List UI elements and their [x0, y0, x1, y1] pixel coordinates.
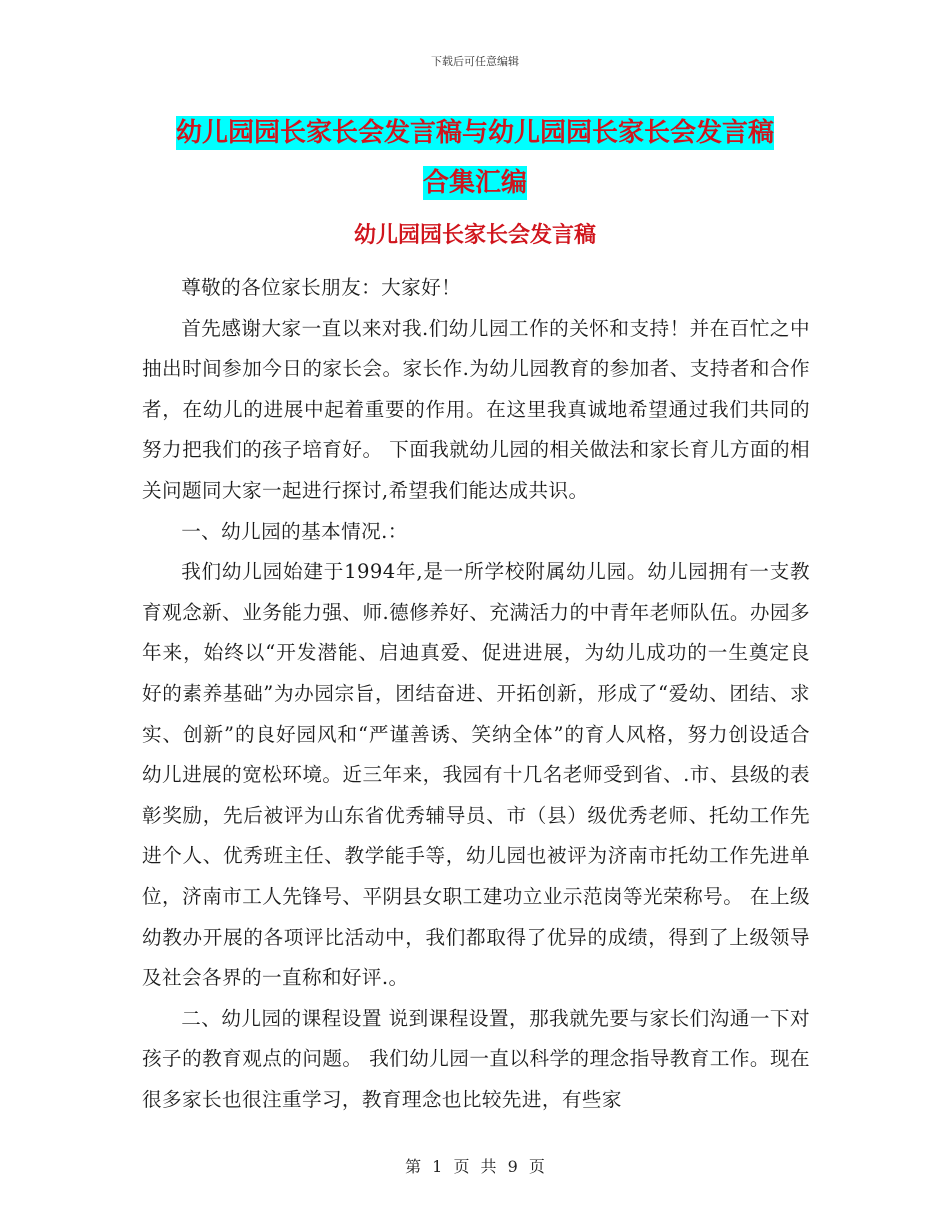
title-line-1: 幼儿园园长家长会发言稿与幼儿园园长家长会发言稿	[175, 118, 774, 148]
document-body	[142, 268, 810, 1120]
paragraph-greeting: 尊敬的各位家长朋友：大家好！	[181, 276, 462, 299]
section-heading-basic-info: 一、幼儿园的基本情况.：	[181, 519, 408, 543]
section-subtitle: 幼儿园园长家长会发言稿	[353, 223, 596, 248]
paragraph-basic-info: 我们幼儿园始建于1994年,是一所学校附属幼儿园。幼儿园拥有一支教育观念新、业务能力强、师.德修养好、充满活力的中青年老师队伍。办园多年来，始终以“开发潜能、启迪真爱、促进进展，为幼儿成功的一生奠定良好的素养基础”为办园宗旨，团结奋进、开拓创新，形成了“爱幼、团结、求实、创新”的良好园风和“严谨善诱、笑纳全体”的育人风格，努力创设适合幼儿进展的宽松环境。近三年来，我园有十几名老师受到省、.市、县级的表彰奖励，先后被评为山东省优秀辅导员、市（县）级优秀老师、托幼工作先进个人、优秀班主任、教学能手等，幼儿园也被评为济南市托幼工作先进单位，济南市工人先锋号、平阴县女职工建功立业示范岗等光荣称号。 在上级幼教办开展的各项评比活动中，我们都取得了优异的成绩，得到了上级领导及社会各界的一直称和好评.。	[142, 560, 810, 990]
page-header-note: 下载后可任意编辑	[431, 55, 519, 68]
paragraph-thanks: 首先感谢大家一直以来对我.们幼儿园工作的关怀和支持！并在百忙之中抽出时间参加今日的家长会。家长作.为幼儿园教育的参加者、支持者和合作者，在幼儿的进展中起着重要的作用。在这里我真诚地希望通过我们共同的努力把我们的孩子培育好。 下面我就幼儿园的相关做法和家长育儿方面的相关问题同大家一起进行探讨,希望我们能达成共识。	[142, 316, 810, 502]
paragraph-curriculum: 二、幼儿园的课程设置 说到课程设置，那我就先要与家长们沟通一下对孩子的教育观点的问题。 我们幼儿园一直以科学的理念指导教育工作。现在很多家长也很注重学习，教育理念也比较先进，有些家	[142, 1006, 810, 1111]
document-title	[140, 108, 810, 208]
page-number: 第 1 页 共 9 页	[405, 1157, 545, 1176]
title-line-2: 合集汇编	[422, 168, 527, 198]
